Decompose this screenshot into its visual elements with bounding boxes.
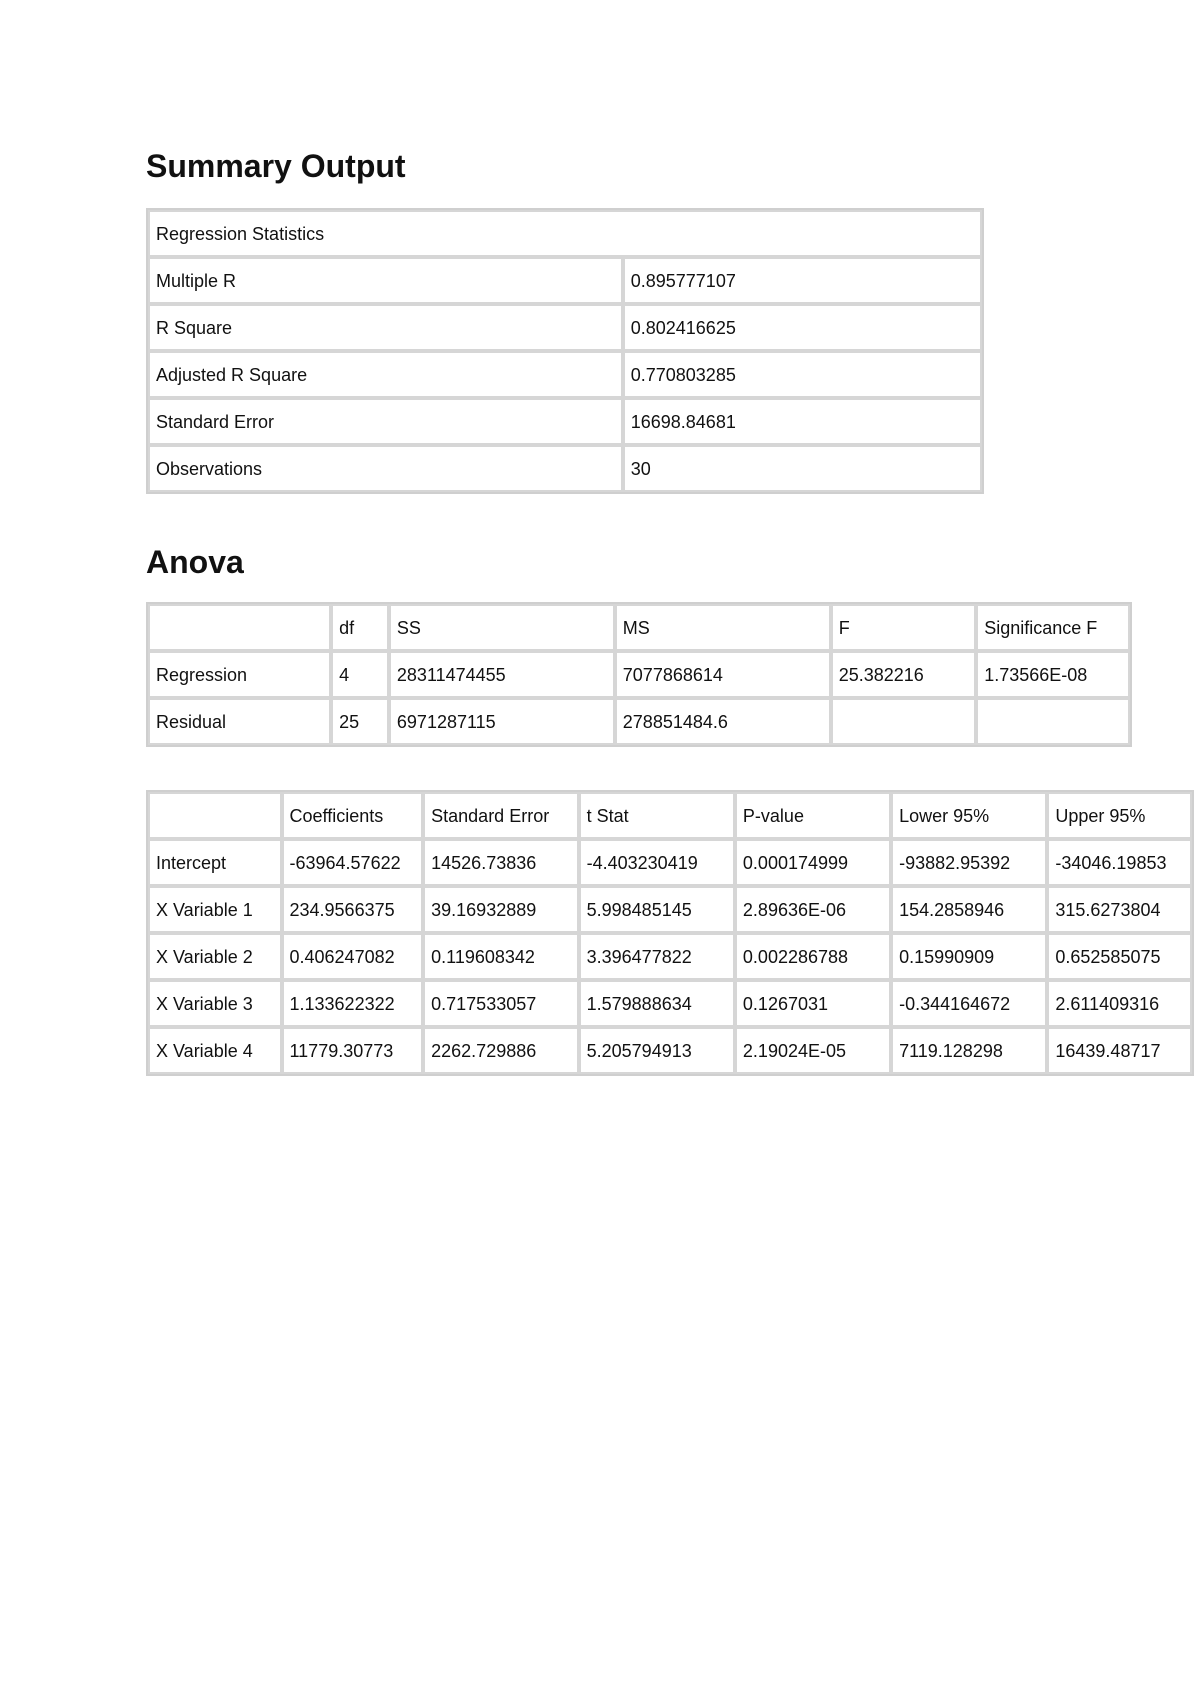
cell: 25 — [331, 698, 389, 745]
stat-value: 0.895777107 — [623, 257, 982, 304]
anova-title: Anova — [146, 544, 244, 580]
cell: 0.000174999 — [735, 839, 891, 886]
header-cell: P-value — [735, 792, 891, 839]
cell: -63964.57622 — [282, 839, 424, 886]
cell — [831, 698, 977, 745]
cell: 315.6273804 — [1047, 886, 1192, 933]
cell: 0.406247082 — [282, 933, 424, 980]
table-row — [148, 651, 1130, 698]
table-row — [148, 304, 982, 351]
cell: 5.205794913 — [579, 1027, 735, 1074]
table-row — [148, 933, 1192, 980]
table-row — [148, 351, 982, 398]
stat-label: Multiple R — [148, 257, 623, 304]
cell: 234.9566375 — [282, 886, 424, 933]
header-cell: t Stat — [579, 792, 735, 839]
cell — [976, 698, 1130, 745]
cell: 4 — [331, 651, 389, 698]
header-cell: Significance F — [976, 604, 1130, 651]
cell: 278851484.6 — [615, 698, 831, 745]
cell: 0.002286788 — [735, 933, 891, 980]
table-row — [148, 257, 982, 304]
cell: 7077868614 — [615, 651, 831, 698]
table-row — [148, 445, 982, 492]
cell: 2.89636E-06 — [735, 886, 891, 933]
cell: 14526.73836 — [423, 839, 578, 886]
cell: 1.73566E-08 — [976, 651, 1130, 698]
cell: -93882.95392 — [891, 839, 1047, 886]
regression-statistics-table — [146, 208, 984, 494]
header-cell — [148, 604, 331, 651]
cell: 0.119608342 — [423, 933, 578, 980]
cell: 1.133622322 — [282, 980, 424, 1027]
cell: 1.579888634 — [579, 980, 735, 1027]
cell: 154.2858946 — [891, 886, 1047, 933]
cell: -34046.19853 — [1047, 839, 1192, 886]
table-row — [148, 980, 1192, 1027]
table-row — [148, 1027, 1192, 1074]
header-cell: F — [831, 604, 977, 651]
cell: 2.19024E-05 — [735, 1027, 891, 1074]
coefficients-table — [146, 790, 1194, 1076]
stat-label: Adjusted R Square — [148, 351, 623, 398]
row-label: Residual — [148, 698, 331, 745]
cell: 11779.30773 — [282, 1027, 424, 1074]
cell: 0.15990909 — [891, 933, 1047, 980]
row-label: X Variable 4 — [148, 1027, 282, 1074]
cell: 39.16932889 — [423, 886, 578, 933]
cell: 2262.729886 — [423, 1027, 578, 1074]
cell: 25.382216 — [831, 651, 977, 698]
header-cell: SS — [389, 604, 615, 651]
header-cell: Standard Error — [423, 792, 578, 839]
table-row — [148, 398, 982, 445]
table-row — [148, 698, 1130, 745]
cell: 0.1267031 — [735, 980, 891, 1027]
stat-label: Standard Error — [148, 398, 623, 445]
summary-title: Summary Output — [146, 148, 406, 184]
header-cell: MS — [615, 604, 831, 651]
cell: 28311474455 — [389, 651, 615, 698]
cell: 0.652585075 — [1047, 933, 1192, 980]
header-cell: Upper 95% — [1047, 792, 1192, 839]
anova-table — [146, 602, 1132, 747]
header-cell — [148, 792, 282, 839]
table-row — [148, 839, 1192, 886]
stat-value: 0.802416625 — [623, 304, 982, 351]
table-header-cell: Regression Statistics — [148, 210, 982, 257]
cell: 7119.128298 — [891, 1027, 1047, 1074]
header-cell: Coefficients — [282, 792, 424, 839]
cell: 5.998485145 — [579, 886, 735, 933]
table-row — [148, 886, 1192, 933]
cell: -4.403230419 — [579, 839, 735, 886]
row-label: X Variable 3 — [148, 980, 282, 1027]
row-label: Regression — [148, 651, 331, 698]
table-header-row — [148, 792, 1192, 839]
cell: 2.611409316 — [1047, 980, 1192, 1027]
stat-value: 30 — [623, 445, 982, 492]
stat-value: 16698.84681 — [623, 398, 982, 445]
table-row — [148, 210, 982, 257]
cell: 0.717533057 — [423, 980, 578, 1027]
cell: 6971287115 — [389, 698, 615, 745]
cell: -0.344164672 — [891, 980, 1047, 1027]
row-label: X Variable 2 — [148, 933, 282, 980]
stat-value: 0.770803285 — [623, 351, 982, 398]
stat-label: Observations — [148, 445, 623, 492]
table-header-row — [148, 604, 1130, 651]
header-cell: df — [331, 604, 389, 651]
cell: 16439.48717 — [1047, 1027, 1192, 1074]
stat-label: R Square — [148, 304, 623, 351]
row-label: X Variable 1 — [148, 886, 282, 933]
header-cell: Lower 95% — [891, 792, 1047, 839]
row-label: Intercept — [148, 839, 282, 886]
cell: 3.396477822 — [579, 933, 735, 980]
